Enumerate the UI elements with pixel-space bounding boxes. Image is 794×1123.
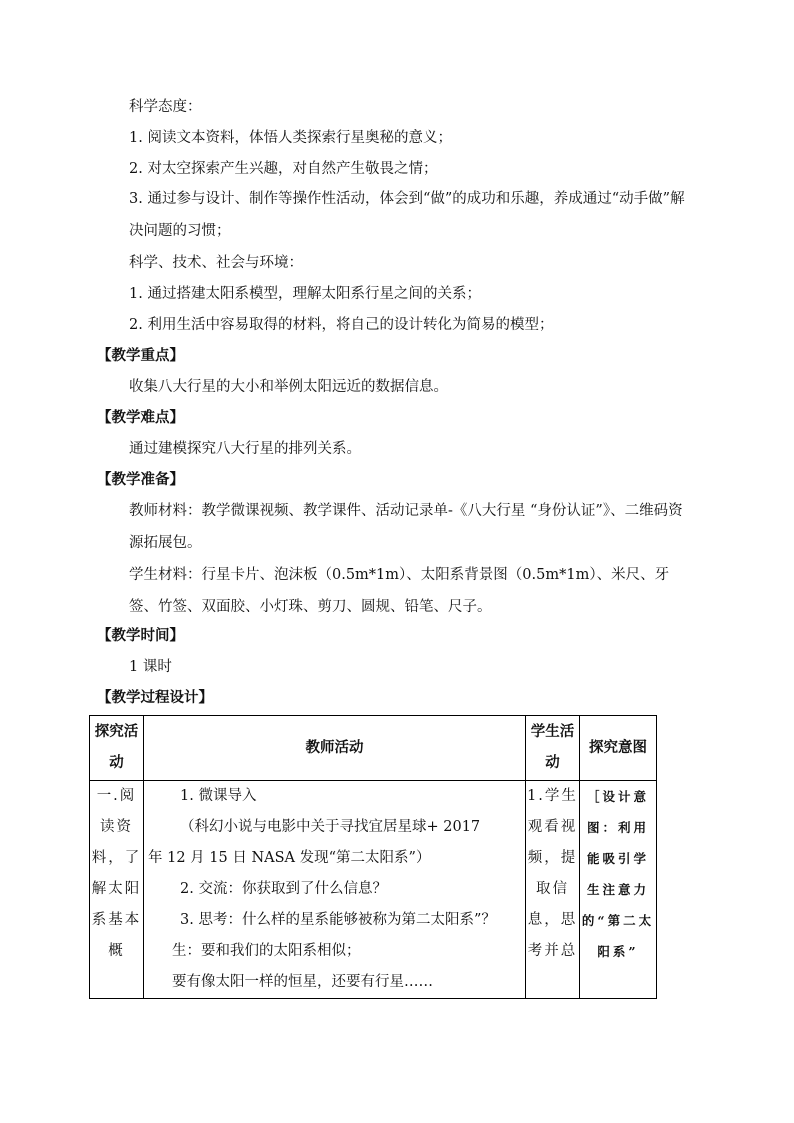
header-teacher: 教师活动: [144, 716, 526, 781]
attitude-heading: 科学态度：: [129, 99, 202, 115]
table-header-row: [90, 716, 657, 781]
focus-text: 收集八大行星的大小和举例太阳远近的数据信息。: [129, 379, 448, 395]
teacher-line: 2. 交流：你获取到了什么信息？: [180, 881, 387, 897]
teacher-line: （科幻小说与电影中关于寻找宜居星球+ 2017: [180, 819, 481, 835]
attitude-item-2: 2. 对太空探索产生兴趣，对自然产生敬畏之情；: [129, 161, 438, 177]
focus-heading: 【教学重点】: [97, 348, 184, 364]
teacher-line: 1. 微课导入: [180, 788, 257, 804]
header-design: 探究意图: [580, 716, 657, 781]
process-heading: 【教学过程设计】: [97, 690, 213, 706]
teacher-line: 年 12 月 15 日 NASA 发现“第二太阳系”）: [148, 850, 431, 866]
time-heading: 【教学时间】: [97, 628, 184, 644]
difficulty-text: 通过建模探究八大行星的排列关系。: [129, 441, 361, 457]
header-activity: 探究活动: [90, 716, 144, 781]
prep-teacher: 教师材料：教学微课视频、教学课件、活动记录单-《八大行星 “身份认证”》、二维码资源拓展包。: [129, 503, 683, 551]
difficulty-heading: 【教学难点】: [97, 410, 184, 426]
header-student: 学生活动: [526, 716, 580, 781]
process-table: [89, 715, 657, 999]
table-row: [90, 781, 657, 999]
sts-item-2: 2. 利用生活中容易取得的材料，将自己的设计转化为简易的模型；: [129, 317, 554, 333]
teacher-line: 生：要和我们的太阳系相似；: [172, 943, 361, 959]
attitude-item-1: 1. 阅读文本资料，体悟人类探索行星奥秘的意义；: [129, 130, 452, 146]
design-cell: ［设计意图：利用能吸引学生注意力的“第二太阳系”: [580, 781, 657, 999]
teacher-line: 3. 思考：什么样的星系能够被称为第二太阳系”？: [180, 912, 496, 928]
teacher-cell: [144, 781, 526, 999]
prep-heading: 【教学准备】: [97, 472, 184, 488]
attitude-item-3: 3. 通过参与设计、制作等操作性活动，体会到“做”的成功和乐趣，养成通过“动手做”解决问题的习惯；: [129, 191, 685, 239]
teacher-line: 要有像太阳一样的恒星，还要有行星……: [172, 974, 433, 990]
sts-heading: 科学、技术、社会与环境：: [129, 255, 303, 271]
prep-student: 学生材料：行星卡片、泡沫板（0.5m*1m）、太阳系背景图（0.5m*1m）、米尺、牙签、竹签、双面胶、小灯珠、剪刀、圆规、铅笔、尺子。: [129, 567, 670, 615]
activity-cell: 一.阅读资料，了解太阳系基本概: [90, 781, 144, 999]
sts-item-1: 1. 通过搭建太阳系模型，理解太阳系行星之间的关系；: [129, 286, 481, 302]
time-text: 1 课时: [129, 659, 172, 675]
student-cell: 1.学生观看视频，提取信息，思考并总: [526, 781, 580, 999]
